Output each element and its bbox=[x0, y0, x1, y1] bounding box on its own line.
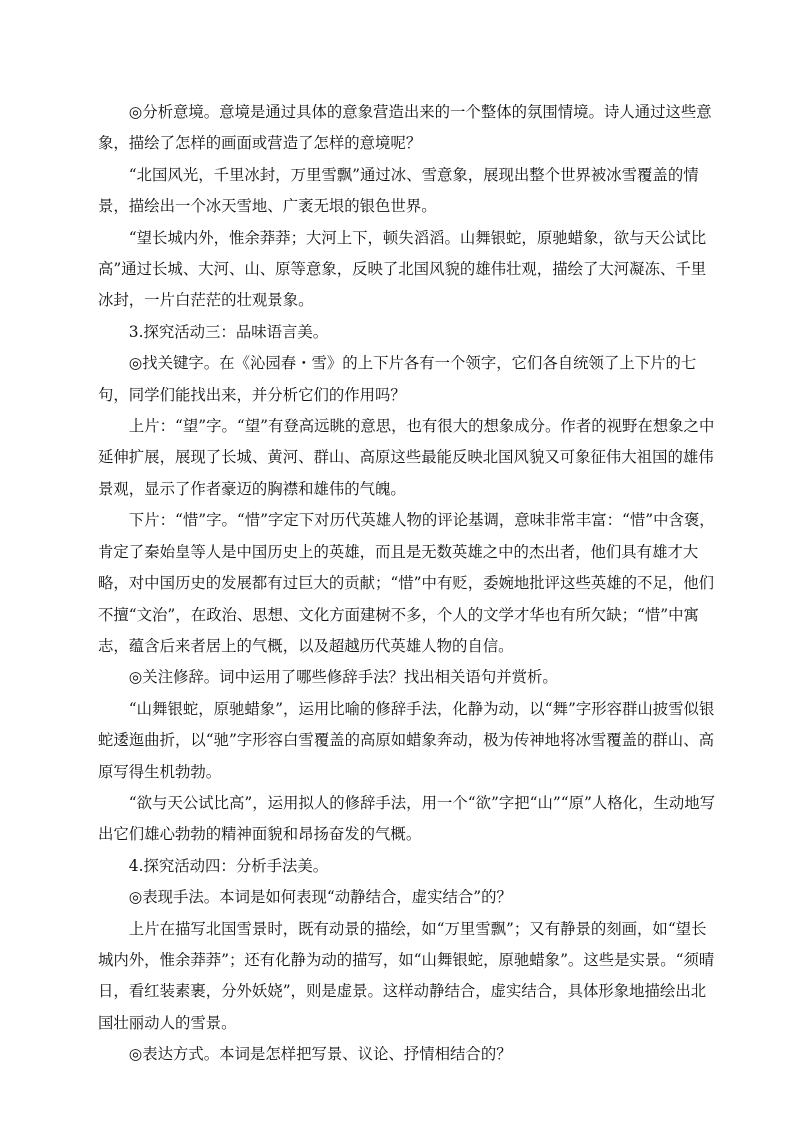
paragraph-rhetoric-question: ◎关注修辞。词中运用了哪些修辞手法？找出相关语句并赏析。 bbox=[128, 668, 558, 687]
paragraph-key-words-question: ◎找关键字。在《沁园春・雪》的上下片各有一个领字，它们各自统领了上下片的七句，同学们能找出来，并分析它们的作用吗？ bbox=[98, 354, 697, 404]
paragraph-analyze-mood-question: ◎分析意境。意境是通过具体的意象营造出来的一个整体的氛围情境。诗人通过这些意象，描绘了怎样的画面或营造了怎样的意境呢？ bbox=[98, 103, 712, 153]
paragraph-personification-analysis: “欲与天公试比高”，运用拟人的修辞手法，用一个“欲”字把“山”“原”人格化，生动地写出它们雄心勃勃的精神面貌和昂扬奋发的气概。 bbox=[98, 793, 716, 844]
paragraph-upper-part-wang: 上片：“望”字。“望”有登高远眺的意思，也有很大的想象成分。作者的视野在想象之中延伸扩展，展现了长城、黄河、群山、高原这些最能反映北国风貌又可象征伟大祖国的雄伟景观，显示了作者豪迈的胸襟和雄伟的气魄。 bbox=[98, 417, 715, 498]
paragraph-technique-question: ◎表现手法。本词是如何表现“动静结合，虚实结合”的？ bbox=[128, 888, 512, 907]
document-body bbox=[98, 97, 718, 1071]
paragraph-lower-part-xi: 下片：“惜”字。“惜”字定下对历代英雄人物的评论基调，意味非常丰富：“惜”中含褒，肯定了秦始皇等人是中国历史上的英雄，而且是无数英雄之中的杰出者，他们具有雄才大略，对中国历史的发展都有过巨大的贡献；“惜”中有贬，委婉地批评这些英雄的不足，他们不擅“文治”，在政治、思想、文化方面建树不多，个人的文学才华也有所欠缺；“惜”中寓志，蕴含后来者居上的气概，以及超越历代英雄人物的自信。 bbox=[98, 511, 715, 655]
paragraph-expression-question: ◎表达方式。本词是怎样把写景、议论、抒情相结合的？ bbox=[128, 1045, 512, 1064]
paragraph-metaphor-analysis: “山舞银蛇，原驰蜡象”，运用比喻的修辞手法，化静为动，以“舞”字形容群山披雪似银蛇逶迤曲折，以“驰”字形容白雪覆盖的高原如蜡象奔动，极为传神地将冰雪覆盖的群山、高原写得生机勃勃。 bbox=[98, 699, 715, 781]
section-heading-activity-3: 3.探究活动三：品味语言美。 bbox=[128, 322, 329, 341]
paragraph-northern-scenery: “北国风光，千里冰封，万里雪飘”通过冰、雪意象，展现出整个世界被冰雪覆盖的情景，描绘出一个冰天雪地、广袤无垠的银色世界。 bbox=[98, 165, 699, 216]
paragraph-great-wall-imagery: “望长城内外，惟余莽莽；大河上下，顿失滔滔。山舞银蛇，原驰蜡象，欲与天公试比高”通过长城、大河、山、原等意象，反映了北国风貌的雄伟壮观，描绘了大河凝冻、千里冰封，一片白茫茫的壮观景象。 bbox=[98, 228, 707, 310]
section-heading-activity-4: 4.探究活动四：分析手法美。 bbox=[128, 856, 329, 875]
paragraph-technique-answer: 上片在描写北国雪景时，既有动景的描绘，如“万里雪飘”；又有静景的刻画，如“望长城内外，惟余莽莽”；还有化静为动的描写，如“山舞银蛇，原驰蜡象”。这些是实景。“须晴日，看红装素裹，分外妖娆”，则是虚景。这样动静结合，虚实结合，具体形象地描绘出北国壮丽动人的雪景。 bbox=[98, 919, 715, 1032]
